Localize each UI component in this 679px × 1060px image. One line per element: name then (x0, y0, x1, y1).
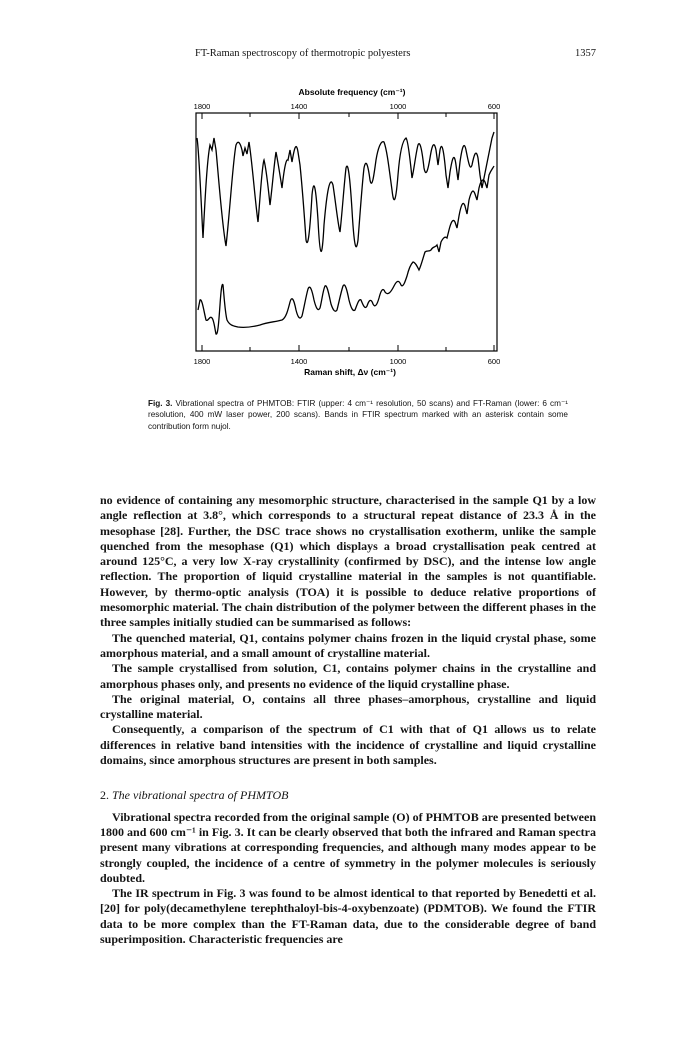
bottom-tick-label-4: 600 (487, 357, 501, 366)
figure-caption-label: Fig. 3. (148, 399, 173, 408)
bottom-tick-label-3: 1000 (389, 357, 407, 366)
running-title: FT-Raman spectroscopy of thermotropic polyesters (195, 48, 411, 59)
section-number: 2. (100, 788, 109, 803)
top-ticks (202, 113, 494, 119)
paragraph-1: no evidence of containing any mesomorphic structure, characterised in the sample Q1 by a low angle reflection at 3.8°, which corresponds to a structural repeat distance of 23.3 Å in the mesophase [28]. Further, the DSC trace shows no crystallisation exotherm, unlike the sample quenched from the mesophase (Q1) which displays a broad crystallisation peak centred at around 125°C, a very low X-ray crystallinity (confirmed by DSC), and the intense low angle reflection. The proportion of liquid crystalline material in the samples is not quantifiable. However, by thermo-optic analysis (TOA) it is possible to deduce relative proportions of mesomorphic material. The chain distribution of the polymer between the different phases in the three samples initially studied can be summarised as follows: (100, 493, 596, 630)
top-tick-label-2: 1400 (290, 102, 308, 111)
ftir-spectrum-line (197, 132, 494, 251)
spectra-figure (0, 0, 679, 400)
body-text (100, 493, 596, 947)
section-title: The vibrational spectra of PHMTOB (112, 788, 289, 803)
bottom-tick-label-2: 1400 (290, 357, 308, 366)
paragraph-2: The quenched material, Q1, contains polymer chains frozen in the liquid crystal phase, some amorphous material, and a small amount of crystalline material. (100, 630, 596, 660)
figure-caption (148, 398, 568, 432)
top-tick-label-1: 1800 (193, 102, 211, 111)
bottom-ticks (202, 345, 494, 351)
paragraph-5: Consequently, a comparison of the spectrum of C1 with that of Q1 allows us to relate differences in relative band intensities with the incidence of crystalline and liquid crystalline domains, since amorphous structures are present in both samples. (100, 722, 596, 768)
section-heading (100, 788, 596, 803)
bottom-tick-label-1: 1800 (193, 357, 211, 366)
paragraph-6: Vibrational spectra recorded from the original sample (O) of PHMTOB are presented between 1800 and 600 cm⁻¹ in Fig. 3. It can be clearly observed that both the infrared and Raman spectra present many vibrations at corresponding frequencies, and although many modes appear to be strongly coupled, the incidence of a centre of symmetry in the polymer molecules is seriously doubted. (100, 809, 596, 885)
bottom-axis-label: Raman shift, Δν (cm⁻¹) (304, 367, 396, 377)
top-tick-label-3: 1000 (389, 102, 407, 111)
paragraph-7: The IR spectrum in Fig. 3 was found to be almost identical to that reported by Benedetti et al. [20] for poly(decamethylene terephthaloyl-bis-4-oxybenzoate) (PDMTOB). We found the FTIR data to be more complex than the FT-Raman data, due to the considerable degree of band superimposition. Characteristic frequencies are (100, 886, 596, 947)
paragraph-4: The original material, O, contains all three phases–amorphous, crystalline and liquid crystalline material. (100, 691, 596, 722)
paragraph-3: The sample crystallised from solution, C1, contains polymer chains in the crystalline and amorphous phases only, and presents no evidence of the liquid crystalline phase. (100, 661, 596, 691)
top-axis-label: Absolute frequency (cm⁻¹) (298, 87, 406, 97)
top-tick-label-4: 600 (487, 102, 501, 111)
figure-caption-text: Vibrational spectra of PHMTOB: FTIR (upper: 4 cm⁻¹ resolution, 50 scans) and FT-Raman (lower: 6 cm⁻¹ resolution, 400 mW laser power, 200 scans). Bands in FTIR spectrum marked with an asterisk contain some contribution form nujol. (148, 399, 569, 431)
page-number: 1357 (575, 48, 596, 59)
raman-spectrum-line (198, 166, 494, 334)
